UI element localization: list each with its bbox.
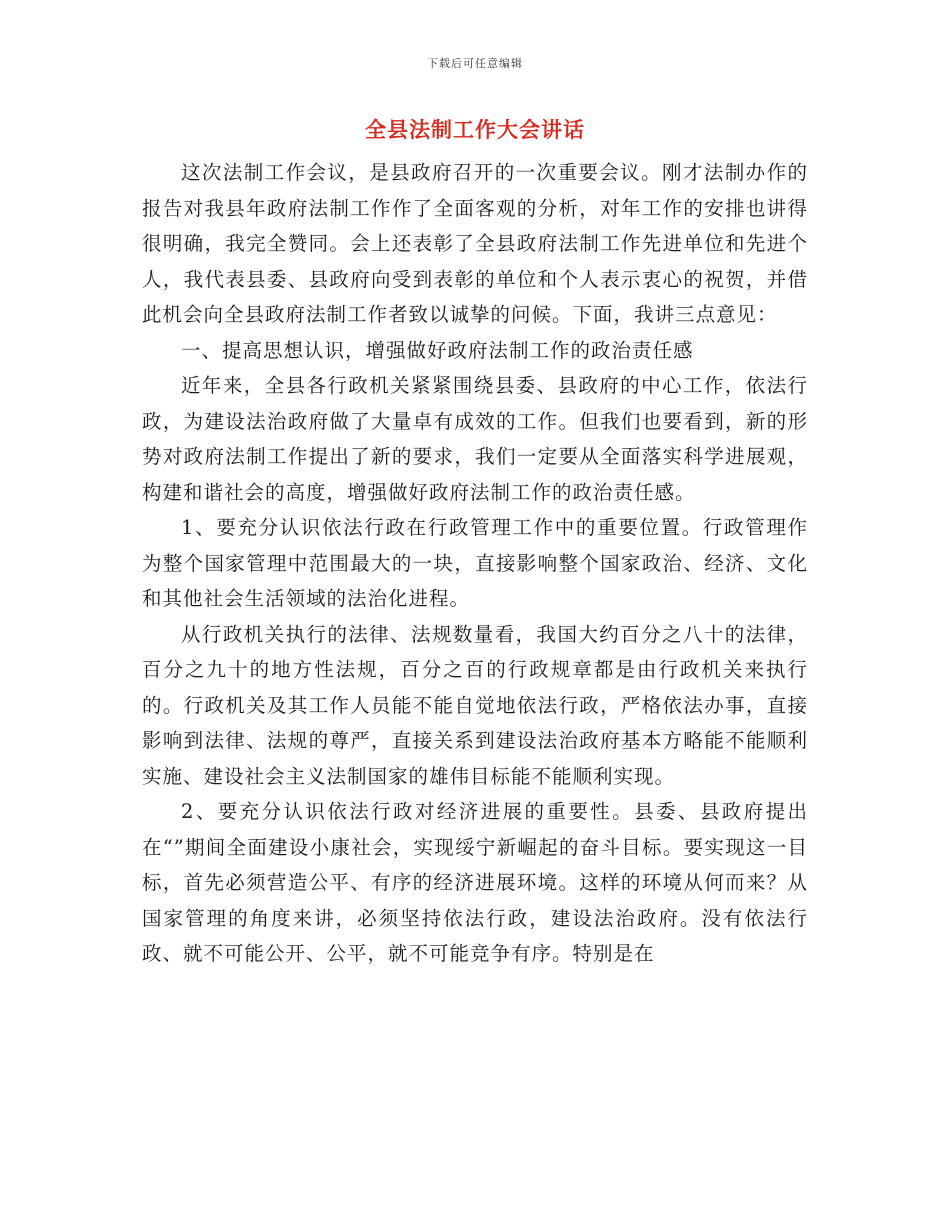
paragraph-point-1: 1、要充分认识依法行政在行政管理工作中的重要位置。行政管理作为整个国家管理中范围最大的一块，直接影响整个国家政治、经济、文化和其他社会生活领域的法治化进程。 (142, 516, 808, 610)
document-title: 全县法制工作大会讲话 (365, 117, 585, 142)
paragraph-intro: 这次法制工作会议，是县政府召开的一次重要会议。刚才法制办作的报告对我县年政府法制工作作了全面客观的分析，对年工作的安排也讲得很明确，我完全赞同。会上还表彰了全县政府法制工作先进单位和先进个人，我代表县委、县政府向受到表彰的单位和个人表示衷心的祝贺，并借此机会向全县政府法制工作者致以诚挚的问候。下面，我讲三点意见： (142, 161, 808, 326)
paragraph-point-1-detail: 从行政机关执行的法律、法规数量看，我国大约百分之八十的法律，百分之九十的地方性法规，百分之百的行政规章都是由行政机关来执行的。行政机关及其工作人员能不能自觉地依法行政，严格依法办事，直接影响到法律、法规的尊严，直接关系到建设法治政府基本方略能不能顺利实施、建设社会主义法制国家的雄伟目标能不能顺利实现。 (142, 622, 808, 788)
paragraph-point-2: 2、要充分认识依法行政对经济进展的重要性。县委、县政府提出在“”期间全面建设小康社会，实现绥宁新崛起的奋斗目标。要实现这一目标，首先必须营造公平、有序的经济进展环境。这样的环境从何而来？从国家管理的角度来讲，必须坚持依法行政，建设法治政府。没有依法行政、就不可能公开、公平，就不可能竞争有序。特别是在 (142, 800, 808, 965)
paragraph-section-1: 近年来，全县各行政机关紧紧围绕县委、县政府的中心工作，依法行政，为建设法治政府做了大量卓有成效的工作。但我们也要看到，新的形势对政府法制工作提出了新的要求，我们一定要从全面落实科学进展观，构建和谐社会的高度，增强做好政府法制工作的政治责任感。 (142, 374, 808, 504)
document-body (142, 155, 808, 972)
section-heading-1: 一、提高思想认识，增强做好政府法制工作的政治责任感 (181, 338, 694, 362)
page-header-note: 下载后可任意编辑 (427, 57, 523, 70)
